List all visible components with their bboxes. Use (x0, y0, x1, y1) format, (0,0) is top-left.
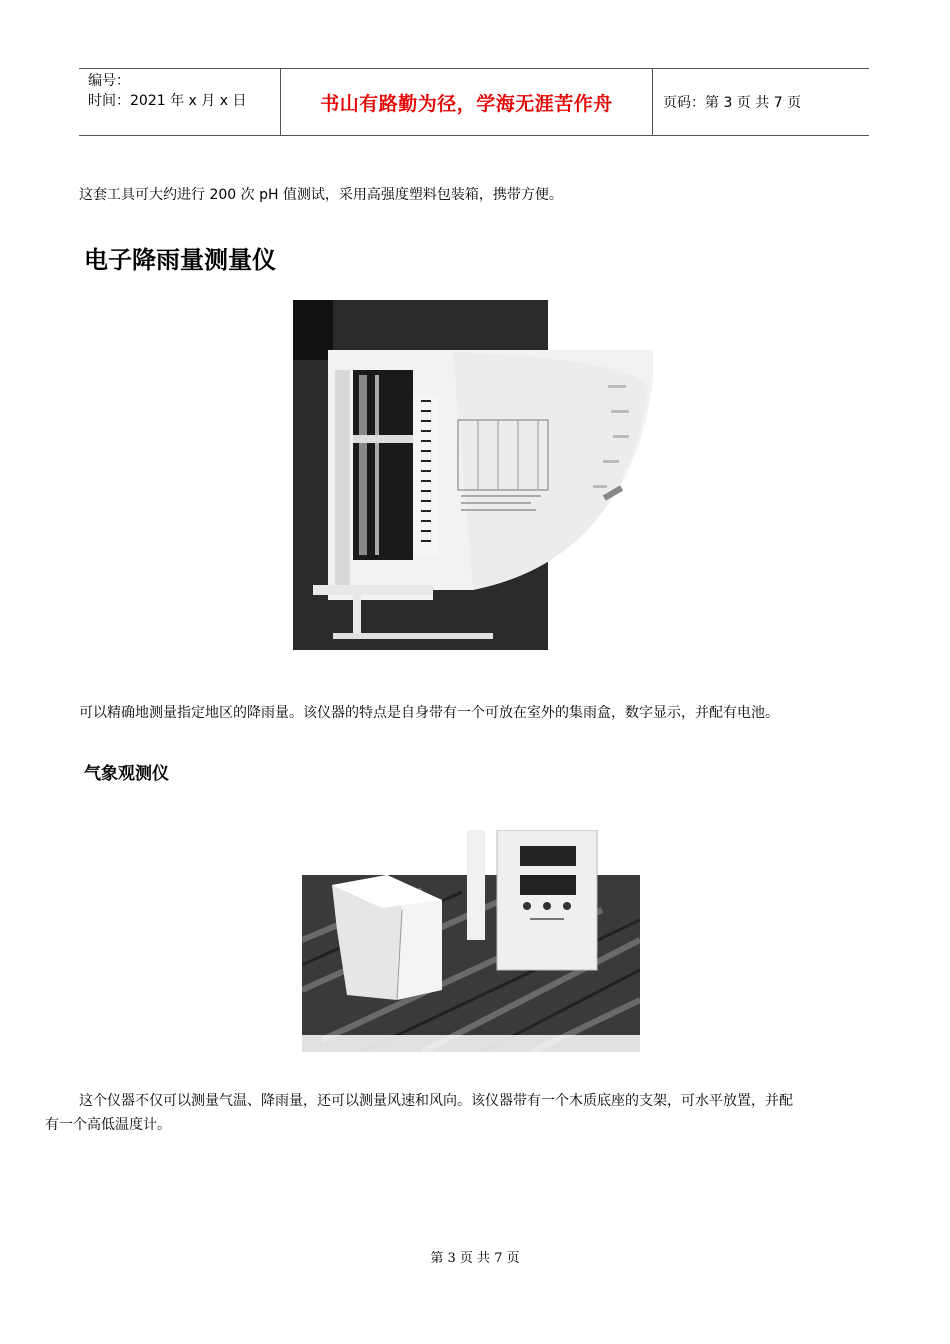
section1-paragraph: 可以精确地测量指定地区的降雨量。该仪器的特点是自身带有一个可放在室外的集雨盒，数字显示，并配有电池。 (79, 705, 779, 721)
section2-paragraph-line2: 有一个高低温度计。 (45, 1117, 171, 1133)
page-header (79, 68, 869, 136)
section2-paragraph-line1: 这个仪器不仅可以测量气温、降雨量，还可以测量风速和风向。该仪器带有一个木质底座的支架，可水平放置，并配 (79, 1093, 793, 1109)
header-page-label: 页码：第 3 页 共 7 页 (663, 95, 802, 111)
header-page-cell (653, 69, 869, 135)
document-time-label: 时间：2021 年 x 月 x 日 (88, 93, 247, 109)
section2-title: 气象观测仪 (84, 764, 169, 784)
header-motto-cell (281, 69, 653, 135)
page-footer: 第 3 页 共 7 页 (430, 1251, 520, 1266)
intro-paragraph: 这套工具可大约进行 200 次 pH 值测试，采用高强度塑料包装箱，携带方便。 (79, 187, 563, 203)
section1-title: 电子降雨量测量仪 (84, 246, 276, 274)
header-left-cell (79, 69, 281, 135)
weather-station-photo (302, 830, 640, 1052)
document-number-label: 编号： (88, 73, 130, 89)
header-motto: 书山有路勤为径，学海无涯苦作舟 (320, 92, 613, 115)
rain-gauge-photo (293, 300, 653, 652)
